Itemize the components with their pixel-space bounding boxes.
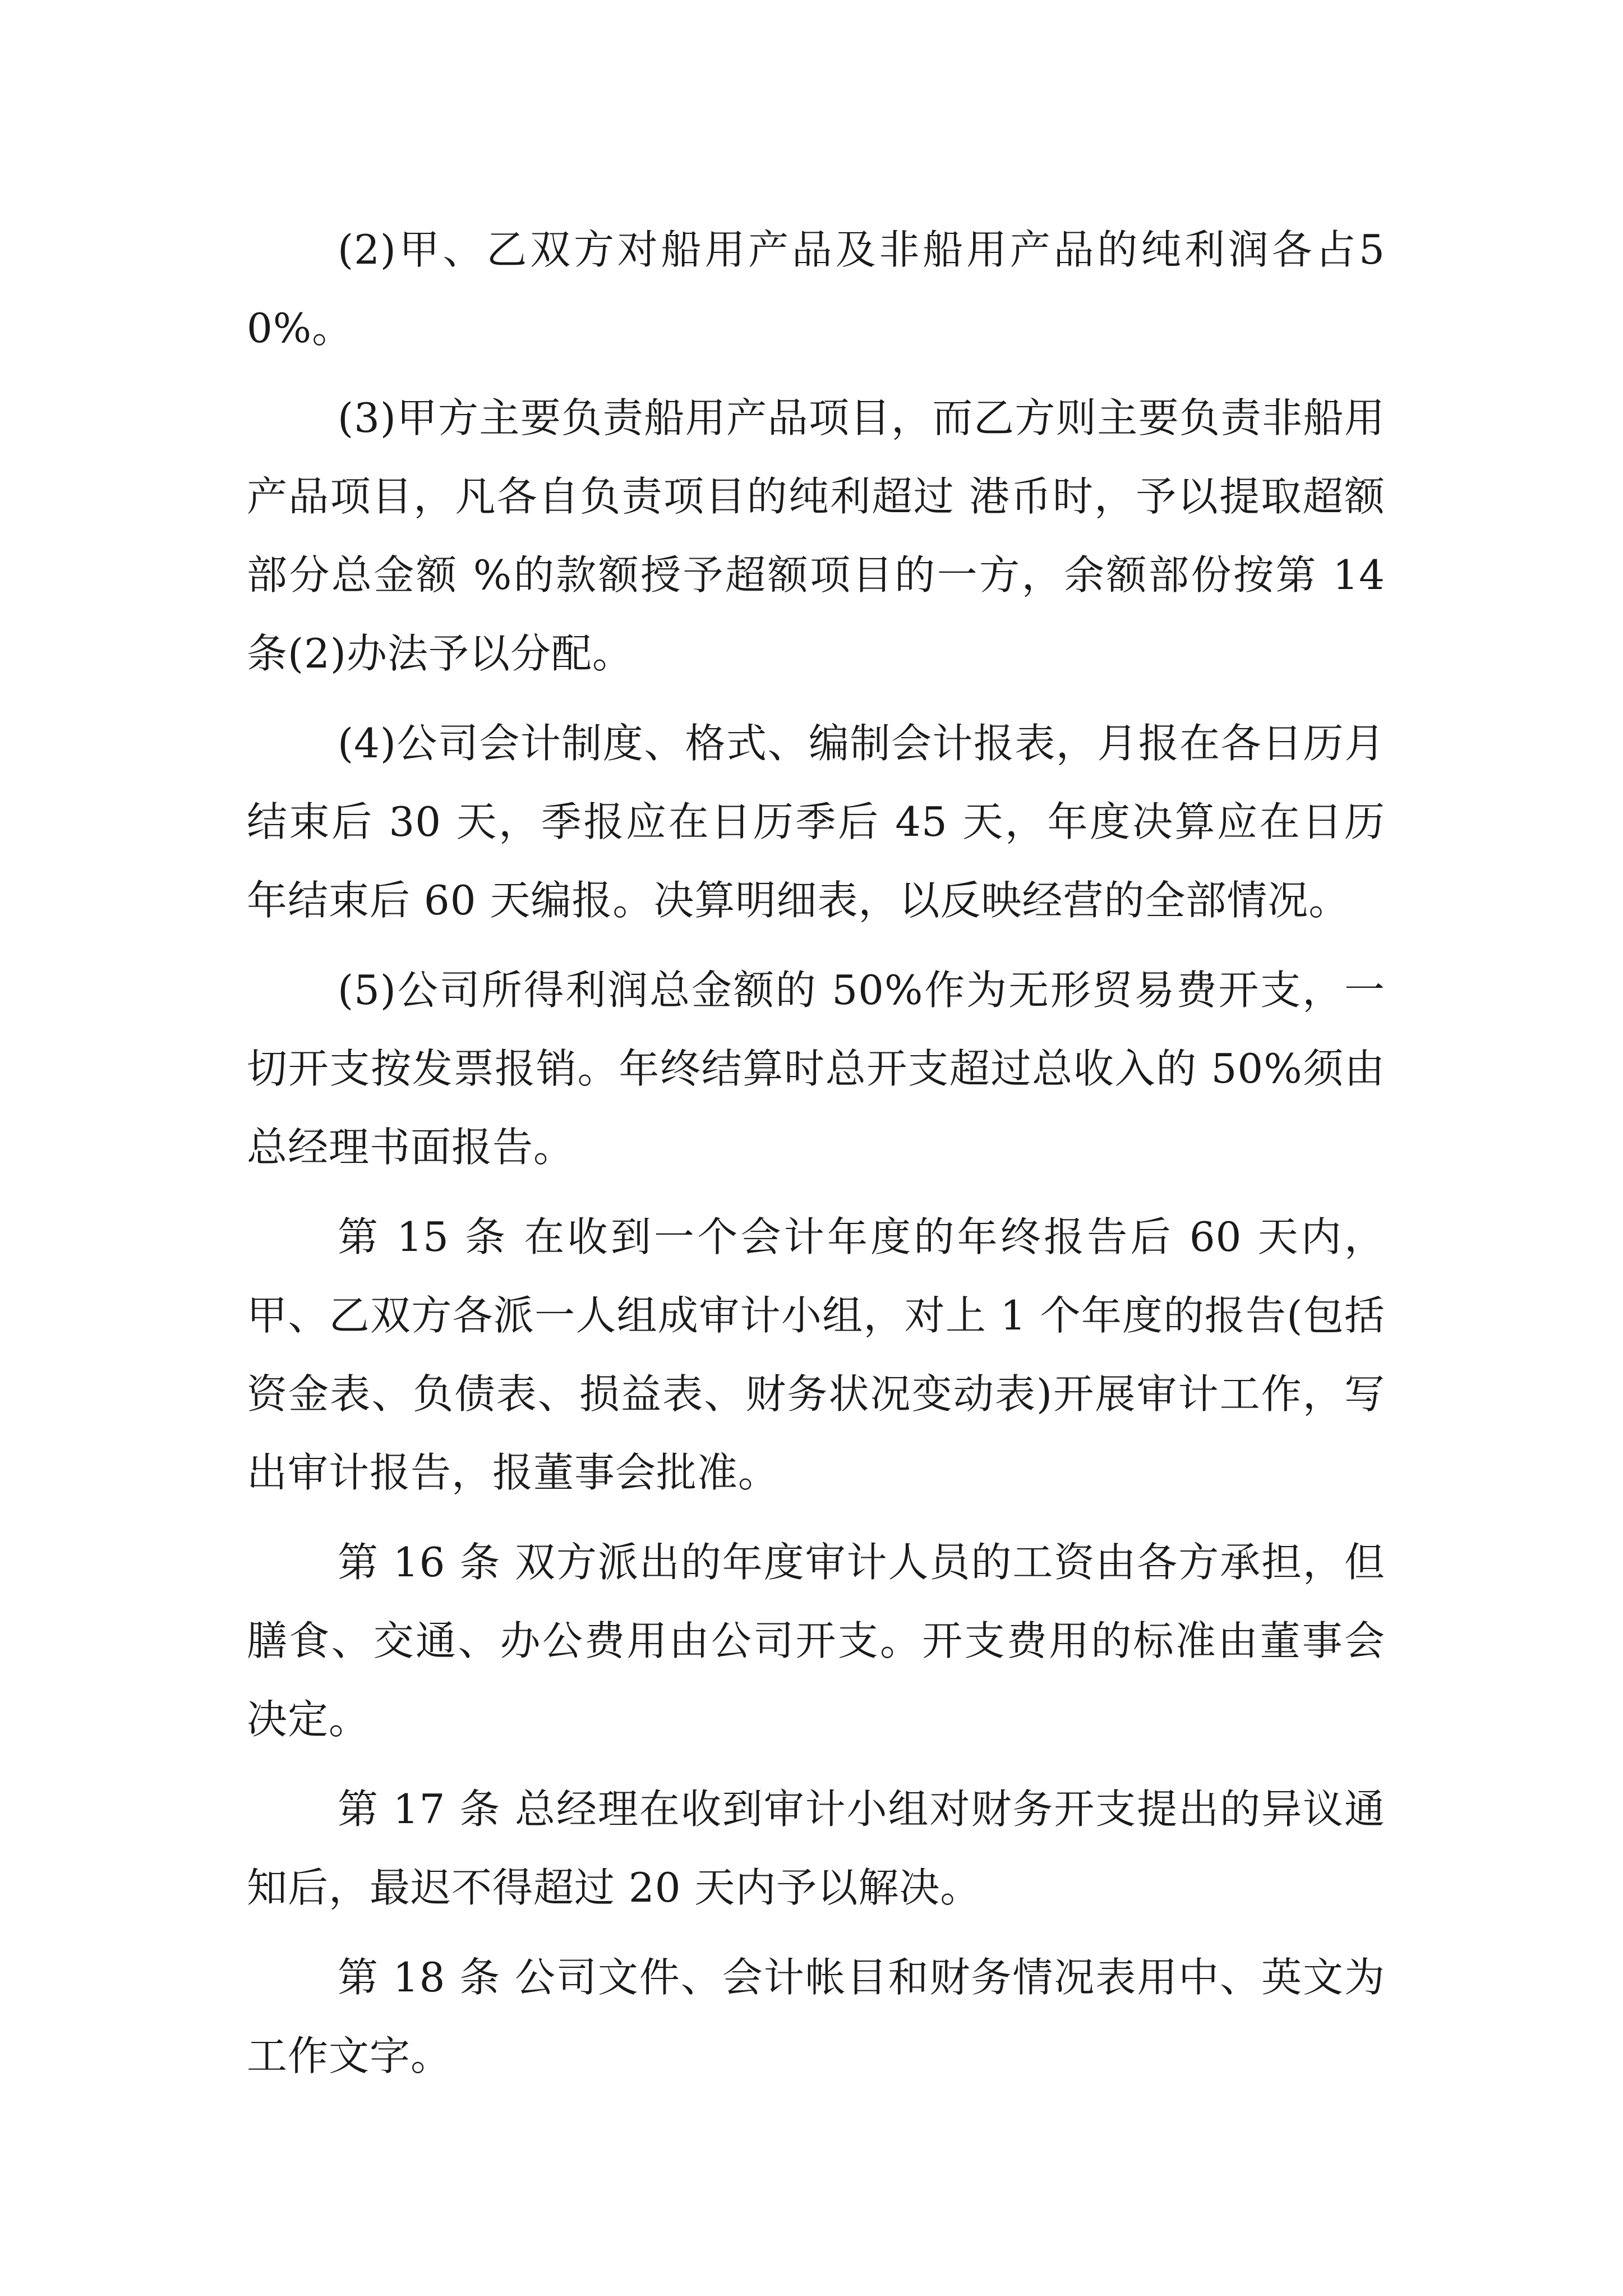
article-16-audit-costs: 第 16 条 双方派出的年度审计人员的工资由各方承担，但膳食、交通、办公费用由公司开支。开支费用的标准由董事会决定。: [247, 1539, 1385, 1743]
paragraph-3-project-responsibility: (3)甲方主要负责船用产品项目，而乙方则主要负责非船用产品项目，凡各自负责项目的纯利超过 港币时，予以提取超额部分总金额 %的款额授予超额项目的一方，余额部份按第 14 条(2)办法予以分配。: [247, 394, 1385, 677]
article-17-objections: 第 17 条 总经理在收到审计小组对财务开支提出的异议通知后，最迟不得超过 20 天内予以解决。: [247, 1786, 1385, 1911]
paragraph-5-intangible-expenses: (5)公司所得利润总金额的 50%作为无形贸易费开支，一切开支按发票报销。年终结算时总开支超过总收入的 50%须由总经理书面报告。: [247, 967, 1385, 1171]
article-18-working-language: 第 18 条 公司文件、会计帐目和财务情况表用中、英文为工作文字。: [247, 1954, 1385, 2079]
document-body: [247, 210, 1385, 2106]
paragraph-2-profit-split: (2)甲、乙双方对船用产品及非船用产品的纯利润各占50%。: [247, 226, 1385, 352]
paragraph-4-accounting-reports: (4)公司会计制度、格式、编制会计报表，月报在各日历月结束后 30 天，季报应在日历季后 45 天，年度决算应在日历年结束后 60 天编报。决算明细表，以反映经营的全部情况。: [247, 720, 1385, 924]
article-15-audit-group: 第 15 条 在收到一个会计年度的年终报告后 60 天内，甲、乙双方各派一人组成审计小组，对上 1 个年度的报告(包括资金表、负债表、损益表、财务状况变动表)开展审计工作，写出审计报告，报董事会批准。: [247, 1213, 1385, 1496]
